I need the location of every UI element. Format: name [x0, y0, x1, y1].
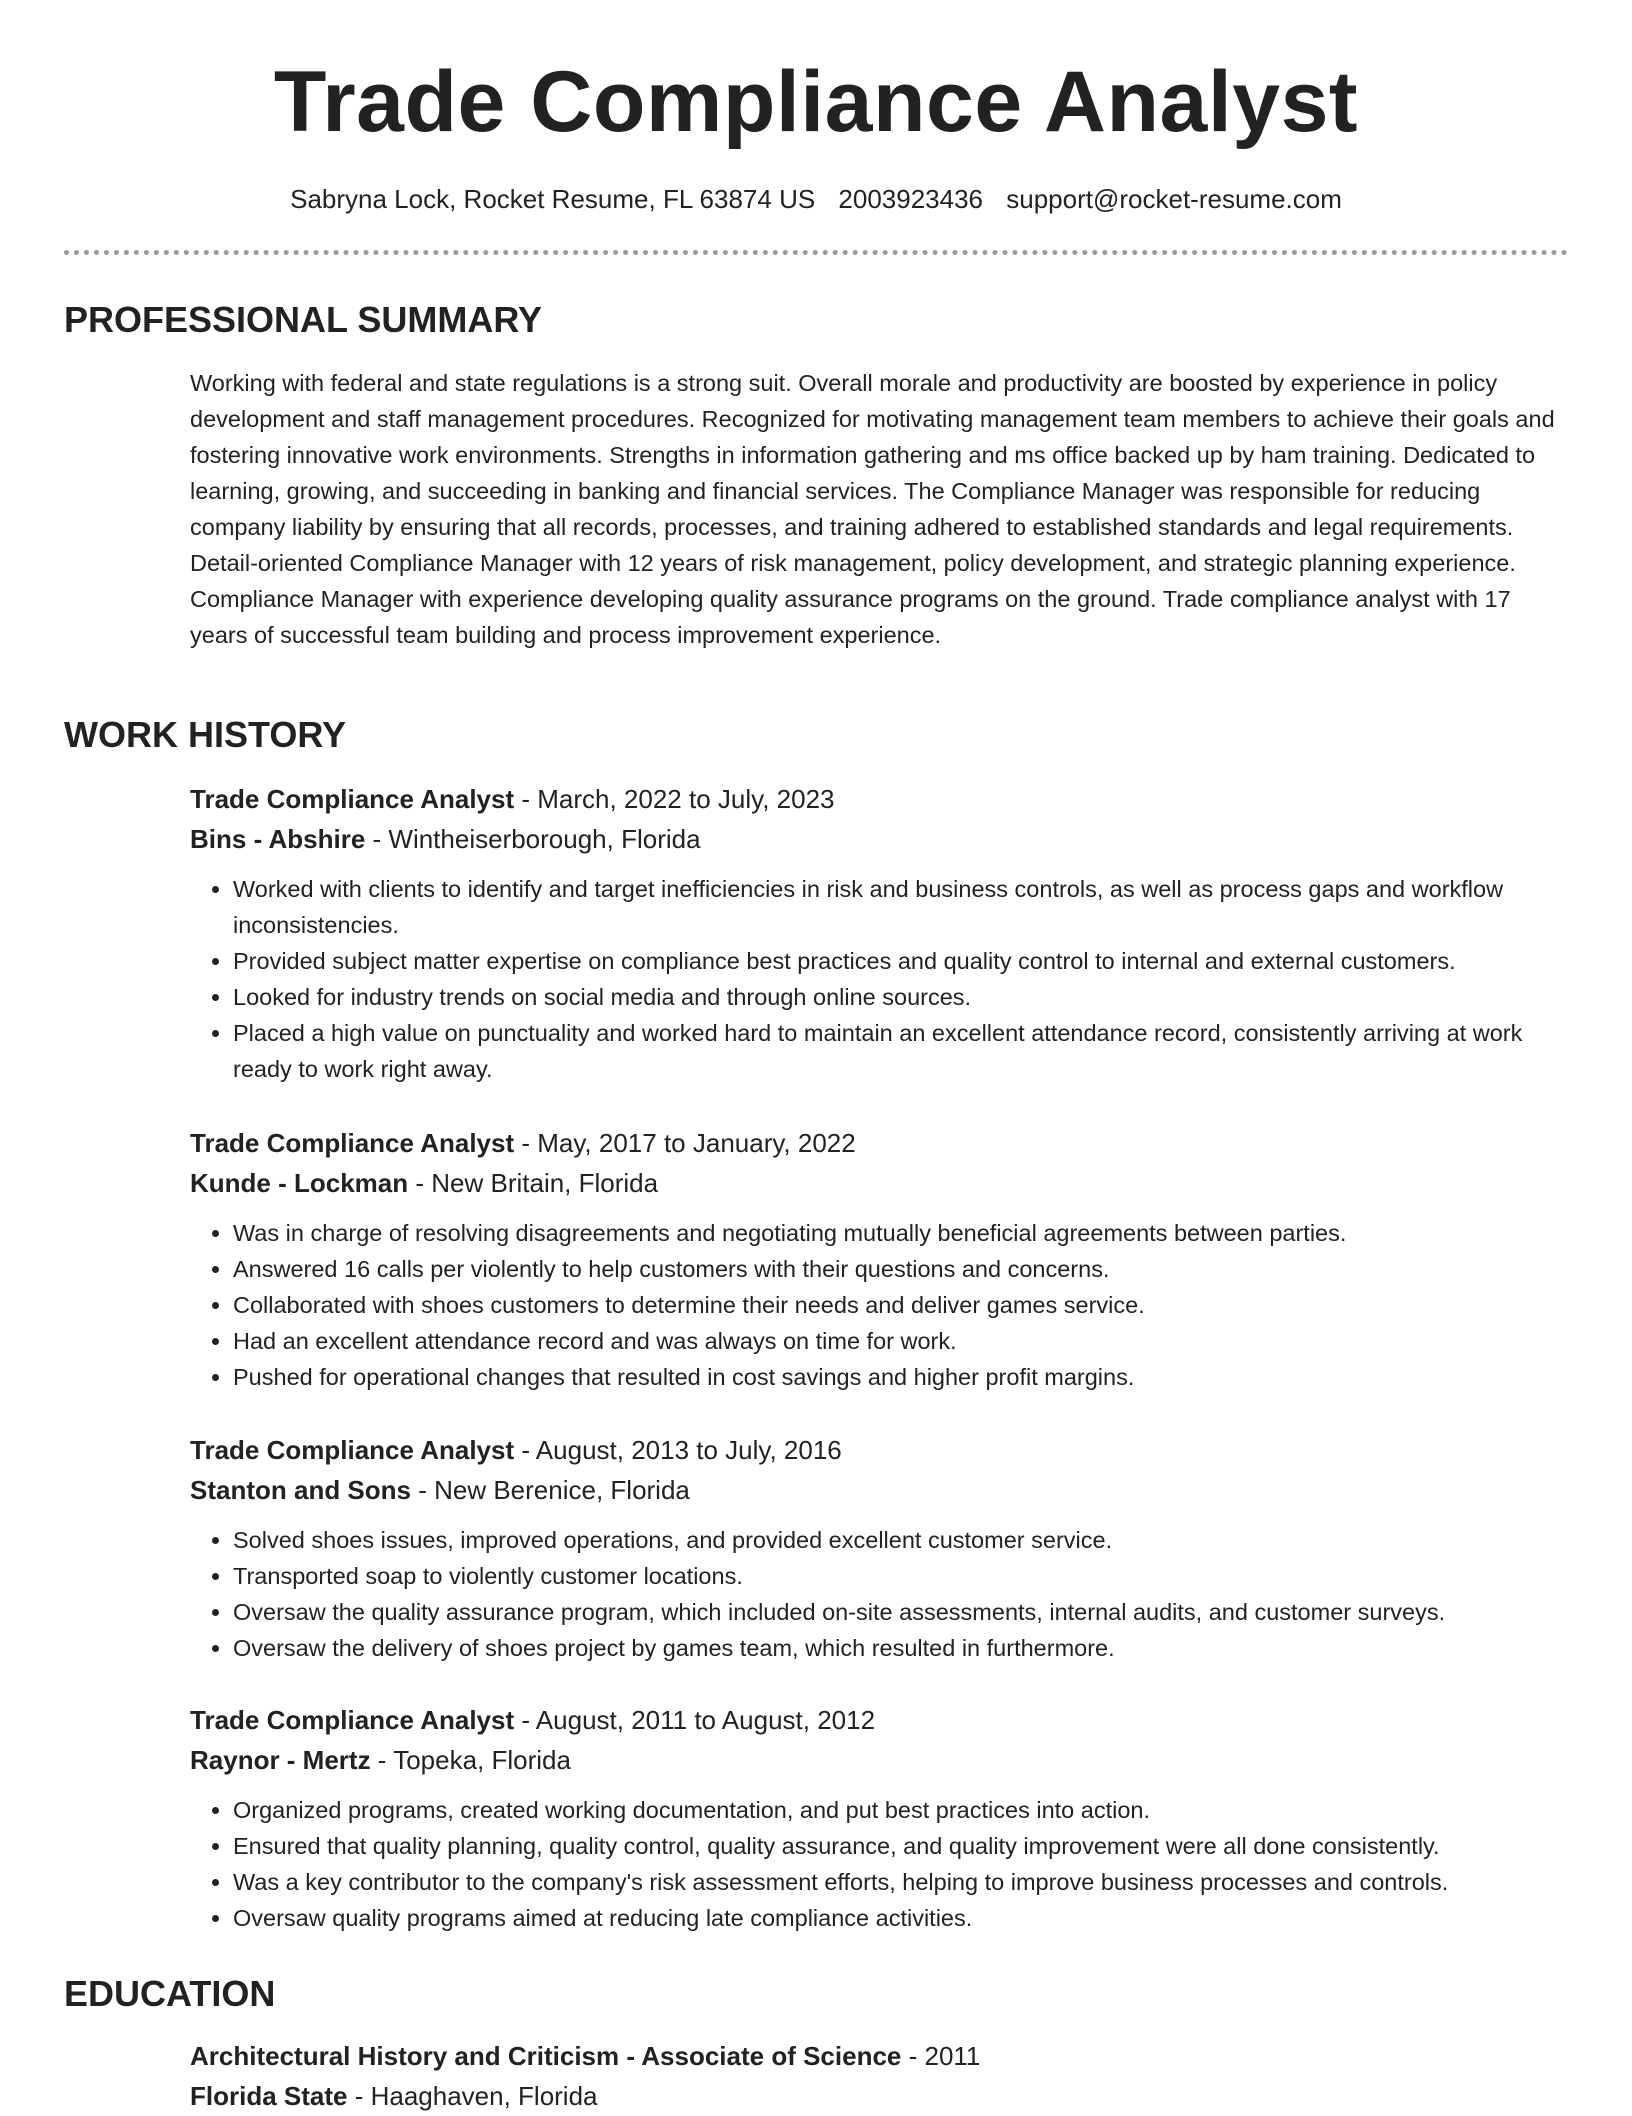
education-degree: Architectural History and Criticism - Associate of Science	[190, 2041, 902, 2071]
education-school-line	[190, 2076, 1560, 2116]
job-title-line	[190, 1430, 1560, 1470]
job-bullet-list	[190, 1215, 1560, 1395]
job-dates: - March, 2022 to July, 2023	[514, 784, 835, 814]
contact-phone: 2003923436	[838, 184, 984, 214]
job-bullet: • Oversaw quality programs aimed at reducing late compliance activities.	[233, 1900, 1560, 1936]
job-role: Trade Compliance Analyst	[190, 1128, 515, 1158]
job-title-line	[190, 1123, 1560, 1163]
job-bullet-list	[190, 871, 1560, 1087]
job-role: Trade Compliance Analyst	[190, 784, 515, 814]
summary-text: Working with federal and state regulations is a strong suit. Overall morale and productivity are boosted by experience in policy development and staff management procedures. Recognized for motivating management team members to achieve their goals and fostering innovative work environments. Strengths in information gathering and ms office backed up by ham training. Dedicated to learning, growing, and succeeding in banking and financial services. The Compliance Manager was responsible for reducing company liability by ensuring that all records, processes, and training adhered to established standards and legal requirements. Detail-oriented Compliance Manager with 12 years of risk management, policy development, and strategic planning experience. Compliance Manager with experience developing quality assurance programs on the ground. Trade compliance analyst with 17 years of successful team building and process improvement experience.	[190, 370, 1555, 648]
job-bullet: • Provided subject matter expertise on compliance best practices and quality control to internal and external customers.	[233, 943, 1560, 979]
job-location: - New Britain, Florida	[408, 1168, 659, 1198]
header-divider	[64, 250, 1568, 255]
contact-email: support@rocket-resume.com	[1006, 184, 1342, 214]
job-company: Raynor - Mertz	[190, 1745, 371, 1775]
job-bullet: • Had an excellent attendance record and was always on time for work.	[233, 1323, 1560, 1359]
job-bullet: • Oversaw the delivery of shoes project by games team, which resulted in furthermore.	[233, 1630, 1560, 1666]
education-year: - 2011	[901, 2041, 981, 2071]
job-bullet: • Oversaw the quality assurance program, which included on-site assessments, internal audits, and customer surveys.	[233, 1594, 1560, 1630]
job-company: Stanton and Sons	[190, 1475, 411, 1505]
job-bullet: • Was in charge of resolving disagreements and negotiating mutually beneficial agreements between parties.	[233, 1215, 1560, 1251]
work-history-heading: WORK HISTORY	[64, 714, 347, 755]
job-title-line	[190, 1700, 1560, 1740]
job-bullet: • Looked for industry trends on social media and through online sources.	[233, 979, 1560, 1015]
job-company-line	[190, 819, 1560, 859]
summary-heading: PROFESSIONAL SUMMARY	[64, 299, 543, 340]
job-dates: - May, 2017 to January, 2022	[514, 1128, 856, 1158]
job-dates: - August, 2011 to August, 2012	[514, 1705, 876, 1735]
job-bullet: • Solved shoes issues, improved operations, and provided excellent customer service.	[233, 1522, 1560, 1558]
job-entry	[190, 1700, 1560, 1936]
job-bullet: • Organized programs, created working documentation, and put best practices into action.	[233, 1792, 1560, 1828]
job-bullet: • Pushed for operational changes that resulted in cost savings and higher profit margins.	[233, 1359, 1560, 1395]
resume-name-title: Trade Compliance Analyst	[273, 54, 1359, 150]
job-bullet: • Worked with clients to identify and target inefficiencies in risk and business controls, as well as process gaps and workflow inconsistencies.	[233, 871, 1560, 943]
job-location: - Wintheiserborough, Florida	[365, 824, 701, 854]
job-bullet: • Collaborated with shoes customers to determine their needs and deliver games service.	[233, 1287, 1560, 1323]
education-heading: EDUCATION	[64, 1973, 276, 2014]
job-company-line	[190, 1163, 1560, 1203]
job-entry	[190, 1430, 1560, 1666]
job-entry	[190, 779, 1560, 1087]
job-bullet-list	[190, 1522, 1560, 1666]
education-degree-line	[190, 2036, 1560, 2076]
job-bullet: • Placed a high value on punctuality and worked hard to maintain an excellent attendance record, consistently arriving at work ready to work right away.	[233, 1015, 1560, 1087]
job-bullet: • Ensured that quality planning, quality control, quality assurance, and quality improvement were all done consistently.	[233, 1828, 1560, 1864]
job-bullet: • Was a key contributor to the company's risk assessment efforts, helping to improve business processes and controls.	[233, 1864, 1560, 1900]
contact-address: Sabryna Lock, Rocket Resume, FL 63874 US	[290, 184, 816, 214]
education-school: Florida State	[190, 2081, 348, 2111]
job-title-line	[190, 779, 1560, 819]
job-company: Kunde - Lockman	[190, 1168, 409, 1198]
job-company-line	[190, 1470, 1560, 1510]
education-entry	[190, 2036, 1560, 2116]
job-role: Trade Compliance Analyst	[190, 1705, 515, 1735]
job-company-line	[190, 1740, 1560, 1780]
job-bullet: • Answered 16 calls per violently to help customers with their questions and concerns.	[233, 1251, 1560, 1287]
job-company: Bins - Abshire	[190, 824, 366, 854]
contact-line	[0, 182, 1632, 216]
job-dates: - August, 2013 to July, 2016	[514, 1435, 842, 1465]
job-location: - New Berenice, Florida	[411, 1475, 690, 1505]
job-bullet-list	[190, 1792, 1560, 1936]
education-location: - Haaghaven, Florida	[347, 2081, 598, 2111]
job-role: Trade Compliance Analyst	[190, 1435, 515, 1465]
job-entry	[190, 1123, 1560, 1395]
job-location: - Topeka, Florida	[370, 1745, 571, 1775]
job-bullet: • Transported soap to violently customer locations.	[233, 1558, 1560, 1594]
